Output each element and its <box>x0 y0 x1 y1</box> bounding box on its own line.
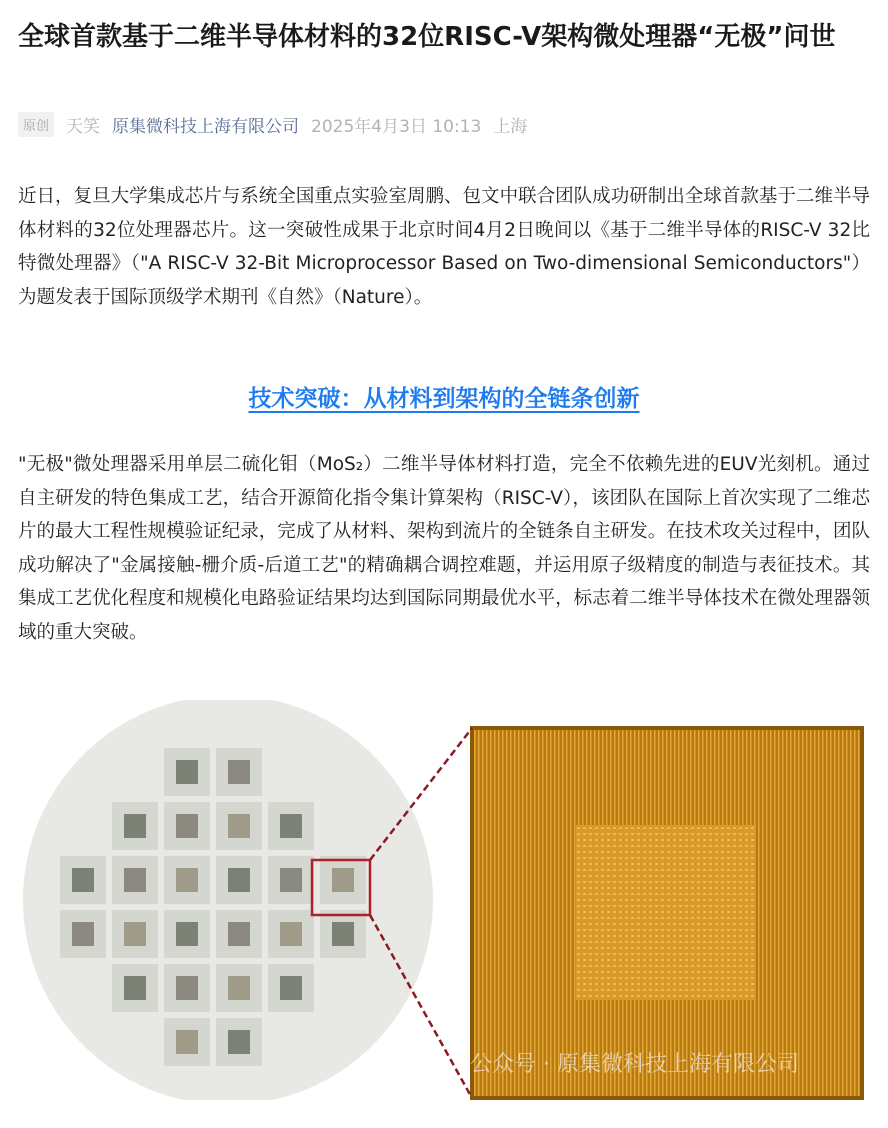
wafer-die-core <box>228 922 250 946</box>
article-meta <box>18 112 539 137</box>
wafer-die-core <box>228 976 250 1000</box>
section-heading: 技术突破：从材料到架构的全链条创新 <box>248 386 640 412</box>
wafer-die-core <box>176 760 198 784</box>
wafer-die-core <box>124 976 146 1000</box>
publish-time: 2025年4月3日 10:13 <box>311 117 482 137</box>
wafer-die-core <box>280 976 302 1000</box>
paragraph: "无极"微处理器采用单层二硫化钼（MoS₂）二维半导体材料打造，完全不依赖先进的EUV光刻机。通过自主研发的特色集成工艺，结合开源简化指令集计算架构（RISC-V），该团队在国际上首次实现了二维芯片的最大工程性规模验证纪录，完成了从材料、架构到流片的全链条自主研发。在技术攻关过程中，团队成功解决了"金属接触-栅介质-后道工艺"的精确耦合调控难题，并运用原子级精度的制造与表征技术。其集成工艺优化程度和规模化电路验证结果均达到国际同期最优水平，标志着二维半导体技术在微处理器领域的重大突破。 <box>18 454 870 643</box>
original-badge: 原创 <box>18 112 54 137</box>
wafer-die-core <box>124 814 146 838</box>
chip-figure-image <box>18 700 868 1100</box>
wafer-die-core <box>280 814 302 838</box>
wafer-die-core <box>124 868 146 892</box>
watermark: 公众号 · 原集微科技上海有限公司 <box>470 1052 799 1077</box>
wafer-die-core <box>280 868 302 892</box>
wafer-die-core <box>72 922 94 946</box>
location: 上海 <box>493 117 528 137</box>
wafer-die-core <box>228 814 250 838</box>
wafer-die-core <box>176 922 198 946</box>
article-title: 全球首款基于二维半导体材料的32位RISC-V架构微处理器“无极”问世 <box>18 22 836 52</box>
wafer-die-core <box>228 760 250 784</box>
wafer-die-core <box>72 868 94 892</box>
wafer-die-core <box>332 922 354 946</box>
wafer-die-core <box>176 814 198 838</box>
wafer-die-core <box>332 868 354 892</box>
wafer-die-core <box>228 1030 250 1054</box>
wafer-die-core <box>124 922 146 946</box>
paragraph: 近日，复旦大学集成芯片与系统全国重点实验室周鹏、包文中联合团队成功研制出全球首款基于二维半导体材料的32位处理器芯片。这一突破性成果于北京时间4月2日晚间以《基于二维半导体的RISC-V 32比特微处理器》（"A RISC-V 32-Bit Microprocessor Based on Two-dimensional Semiconductors"）为题发表于国际顶级学术期刊《自然》（Nature）。 <box>18 186 870 308</box>
wafer-die-core <box>176 868 198 892</box>
wafer-die-core <box>280 922 302 946</box>
account-link[interactable]: 原集微科技上海有限公司 <box>112 117 300 137</box>
wafer-die-core <box>228 868 250 892</box>
chip-core <box>576 825 756 1000</box>
wafer-die-core <box>176 976 198 1000</box>
wafer-die-core <box>176 1030 198 1054</box>
author: 天笑 <box>66 117 101 137</box>
